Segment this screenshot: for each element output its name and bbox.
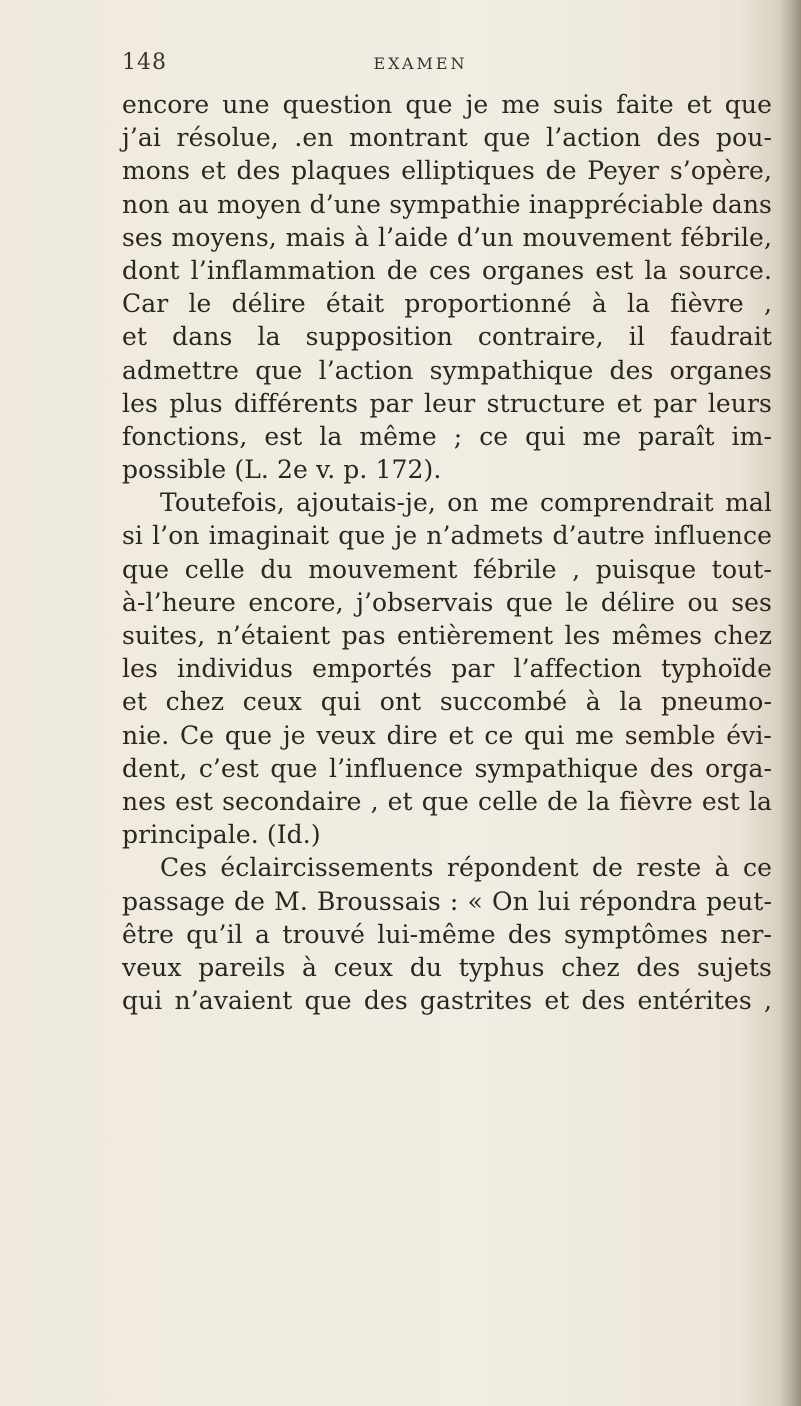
text-line: fonctions, est la même ; ce qui me paraît im-	[122, 421, 772, 451]
text-line: Ces éclaircissements répondent de reste à ce	[160, 853, 772, 883]
text-line: dent, c’est que l’influence sympathique des orga-	[122, 753, 772, 783]
text-line: les plus différents par leur structure et par leurs	[122, 388, 772, 418]
page-header	[0, 42, 801, 82]
running-head: EXAMEN	[373, 54, 468, 73]
text-line: nes est secondaire , et que celle de la fièvre est la	[122, 786, 772, 816]
text-line: non au moyen d’une sympathie inappréciable dans	[122, 189, 772, 219]
text-line: mons et des plaques elliptiques de Peyer s’opère,	[122, 156, 772, 186]
page-number: 148	[122, 50, 167, 75]
text-line: possible (L. 2e v. p. 172).	[122, 455, 442, 485]
text-line: admettre que l’action sympathique des organes	[122, 355, 772, 385]
body-text	[122, 88, 772, 1017]
text-line: et dans la supposition contraire, il faudrait	[122, 322, 772, 352]
text-line: à-l’heure encore, j’observais que le délire ou ses	[122, 587, 772, 617]
text-line: passage de M. Broussais : « On lui répondra peut-	[122, 886, 772, 916]
text-line: que celle du mouvement fébrile , puisque tout-	[122, 554, 772, 584]
text-line: qui n’avaient que des gastrites et des entérites ,	[122, 986, 772, 1016]
text-line: Toutefois, ajoutais-je, on me comprendrait mal	[160, 488, 772, 518]
text-line: j’ai résolue, .en montrant que l’action des pou-	[122, 123, 772, 153]
text-line: suites, n’étaient pas entièrement les mêmes chez	[122, 621, 772, 650]
page-edge-shadow	[779, 0, 801, 1406]
text-line: et chez ceux qui ont succombé à la pneumo-	[122, 687, 772, 717]
text-line: les individus emportés par l’affection typhoïde	[122, 654, 772, 684]
text-line: nie. Ce que je veux dire et ce qui me semble évi-	[122, 720, 772, 750]
text-line: ses moyens, mais à l’aide d’un mouvement fébrile,	[122, 222, 772, 252]
text-line: principale. (Id.)	[122, 820, 321, 850]
text-line: Car le délire était proportionné à la fièvre ,	[122, 289, 772, 319]
text-line: si l’on imaginait que je n’admets d’autre influence	[122, 521, 772, 551]
text-line: être qu’il a trouvé lui-même des symptômes ner-	[122, 919, 772, 949]
text-line: dont l’inflammation de ces organes est la source.	[122, 255, 772, 285]
text-line: veux pareils à ceux du typhus chez des sujets	[122, 952, 772, 982]
text-line: encore une question que je me suis faite et que	[122, 90, 772, 119]
